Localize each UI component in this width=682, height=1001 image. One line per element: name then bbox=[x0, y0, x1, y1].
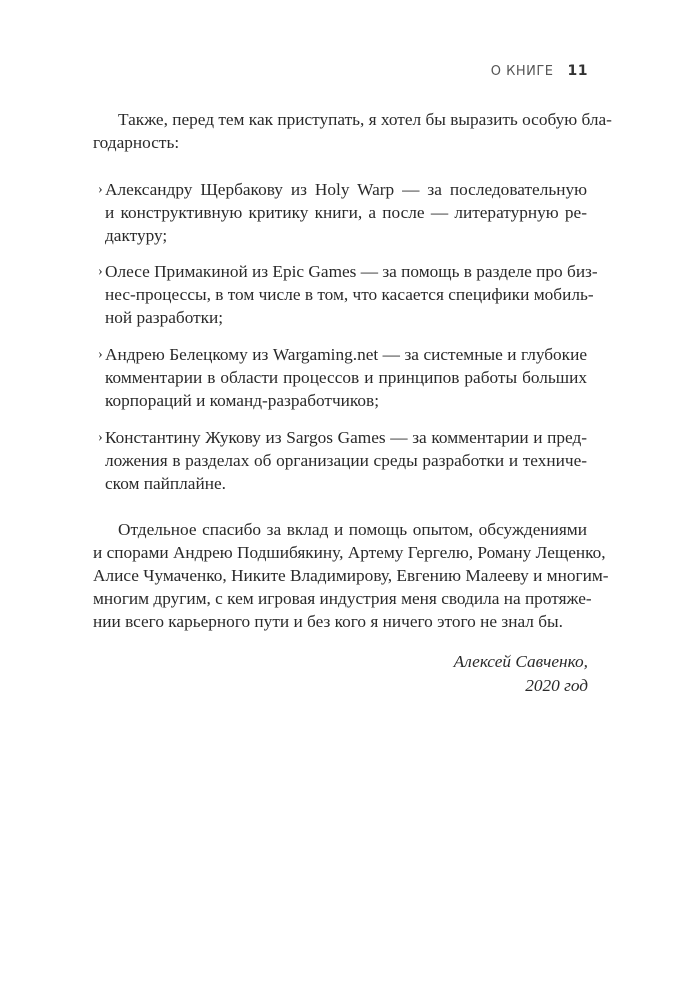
closing-paragraph bbox=[93, 518, 609, 633]
bullet-marker: › bbox=[98, 347, 103, 362]
text-line: годарность: bbox=[93, 133, 180, 152]
text-line: Также, перед тем как приступать, я хотел бы выразить особую бла- bbox=[118, 110, 612, 129]
bullet-marker: › bbox=[98, 264, 103, 279]
signature-year: 2020 год bbox=[525, 676, 588, 695]
list-item bbox=[100, 343, 587, 412]
text-line: и конструктивную критику книги, а после — литературную ре- bbox=[105, 203, 587, 222]
list-item bbox=[98, 260, 598, 329]
bullet-marker: › bbox=[98, 182, 103, 197]
text-line: Константину Жукову из Sargos Games — за комментарии и пред- bbox=[105, 428, 587, 447]
text-line: Андрею Белецкому из Wargaming.net — за системные и глубокие bbox=[105, 345, 587, 364]
section-title: О КНИГЕ bbox=[490, 64, 554, 79]
running-header bbox=[491, 63, 588, 79]
text-line: комментарии в области процессов и принципов работы больших bbox=[105, 368, 587, 387]
text-line: ной разработки; bbox=[105, 308, 224, 327]
list-item bbox=[100, 426, 587, 495]
signature-author: Алексей Савченко, bbox=[453, 652, 588, 671]
signature bbox=[454, 650, 588, 698]
text-line: ском пайплайне. bbox=[105, 474, 226, 493]
list-item bbox=[100, 178, 587, 247]
text-line: ложения в разделах об организации среды разработки и техниче- bbox=[105, 451, 587, 470]
text-line: нес-процессы, в том числе в том, что касается специфики мобиль- bbox=[105, 285, 594, 304]
text-line: многим другим, с кем игровая индустрия меня сводила на протяже- bbox=[93, 589, 592, 608]
text-line: и спорами Андрею Подшибякину, Артему Гергелю, Роману Лещенко, bbox=[93, 543, 606, 562]
bullet-marker: › bbox=[98, 430, 103, 445]
intro-paragraph bbox=[93, 108, 612, 154]
text-line: Отдельное спасибо за вклад и помощь опытом, обсуждениями bbox=[118, 520, 587, 539]
text-line: Олесе Примакиной из Epic Games — за помощь в разделе про биз- bbox=[105, 262, 598, 281]
page-number: 11 bbox=[567, 63, 588, 79]
text-line: Алисе Чумаченко, Никите Владимирову, Евгению Малееву и многим- bbox=[93, 566, 609, 585]
text-line: дактуру; bbox=[105, 226, 168, 245]
text-line: нии всего карьерного пути и без кого я ничего этого не знал бы. bbox=[93, 612, 563, 631]
text-line: корпораций и команд-разработчиков; bbox=[105, 391, 380, 410]
text-line: Александру Щербакову из Holy Warp — за последовательную bbox=[105, 180, 587, 199]
